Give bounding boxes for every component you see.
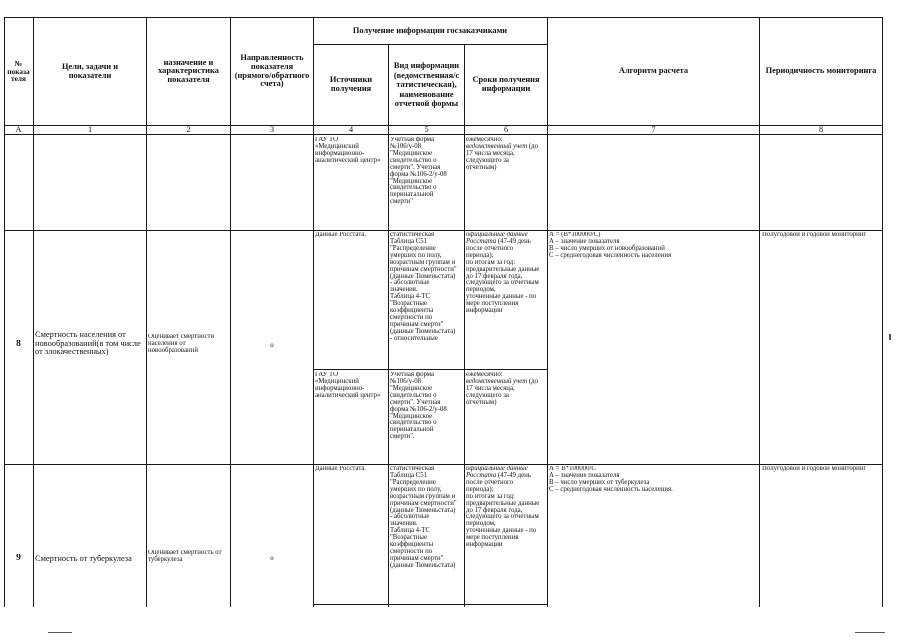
row-9-bottom-rule: [313, 604, 548, 605]
scan-mark: [889, 334, 891, 340]
header-number: № показа теля: [7, 59, 30, 84]
header-periodicity: Периодичность мониторинга: [765, 66, 877, 76]
column-number-5: 5: [424, 126, 429, 134]
scan-mark: [48, 632, 72, 633]
row-9-deadline-rosstat: официальные данные Росстата (47-49 день после отчетного периода); по итогам за год: предварительные данные до 17 февраля года, следующего за отчетным периодом, уточненные данные - по мере поступления информации: [466, 466, 540, 549]
row-9-source-rosstat: Данные Росстата.: [315, 466, 367, 472]
row-8-deadline-rosstat: официальные данные Росстата (47-49 день после отчетного периода); по итогам за год: предварительные данные до 17 февраля года, следующего за отчетным периодом, уточненные данные - по мере поступления информации: [466, 232, 540, 315]
group-header-title: Получение информации госзаказчиками: [352, 25, 508, 35]
header-algorithm: Алгоритм расчета: [618, 66, 689, 76]
row-8-deadline-departmental: ежемесячно: ведомственный учет (до 17 числа месяца, следующего за отчетным): [466, 372, 538, 406]
col-line-9: [882, 17, 883, 607]
row-8-subrow-rule: [313, 369, 548, 370]
row-8-purpose: Оценивает смертности населения от новообразований: [148, 334, 215, 354]
row-8-direction: о: [270, 343, 274, 349]
header-sources: Источники получения: [329, 75, 373, 93]
column-number-7: 7: [651, 126, 656, 134]
row-9-purpose: Оценивает смертность от туберкулеза: [148, 550, 222, 563]
row-8-info-type-departmental: Учетная форма №106/у-08 "Медицинское свидетельство о смерти". Учетная форма №106-2/у-08 "Медицинское свидетельство о перинатальной смерти".: [390, 372, 447, 441]
row-9-goal: Смертность от туберкулеза: [35, 555, 132, 563]
header-goals: Цели, задачи и показатели: [61, 61, 119, 80]
column-number-2: 2: [186, 126, 191, 134]
row-9-direction: о: [270, 556, 274, 562]
row-rule-8-top: [4, 230, 883, 231]
continuation-deadline: ежемесячно: ведомственный учет (до 17 числа месяца, следующего за отчетным): [466, 137, 538, 171]
scan-mark: [855, 632, 885, 633]
continuation-info-type: Учетная форма №106/у-08 "Медицинское свидетельство о смерти". Учетная форма №106-2/у-08 "Медицинское свидетельство о перинатальной смерти": [390, 137, 447, 206]
column-number-3: 3: [269, 126, 275, 134]
column-number-1: 1: [87, 126, 93, 134]
column-number-6: 6: [503, 126, 509, 134]
continuation-source: ГАУ ТО «Медицинский информационно- аналитический центр»: [315, 137, 381, 164]
column-number-4: 4: [348, 126, 354, 134]
header-info-type: Вид информации (ведомственная/с татистическая), наименование отчетной формы: [393, 60, 460, 109]
row-9-info-type-statistical: статистическая Таблица С51 "Распределение умерших по полу, возрастным группам и причинам смертности" (данные Тюменьстата) - абсолютные значения. Таблица 4-ТС "Возрастные коэффициенты смертности по причинам смерти" (данные Тюменьстата): [390, 466, 457, 569]
column-number-a: А: [15, 126, 22, 134]
row-8-source-miac: ГАУ ТО «Медицинский информационно- аналитический центр»: [315, 372, 381, 399]
row-8-info-type-statistical: статистическая Таблица С51 "Распределение умерших по полу, возрастным группам и причинам смертности" (данные Тюменьстата) - абсолютные значения. Таблица 4-ТС "Возрастные коэффициенты смертности по причинам смерти" (данные Тюменьстата) - относительные: [390, 232, 457, 342]
column-number-8: 8: [818, 126, 824, 134]
row-9-algorithm: А = В*100000/С А – значение показателя В – число умерших от туберкулеза С – среднегодовая численность населения.: [549, 466, 673, 493]
row-8-algorithm: А = (В*100000/С) А – значение показателя В – число умерших от новообразований С – среднегодовая численность населения: [549, 232, 672, 259]
header-purpose: назначение и характеристика показателя: [158, 57, 219, 84]
header-direction: Направленность показателя (прямого/обратного счета): [234, 53, 310, 89]
row-8-goal: Смертность населения от новообразований(в том числе от злокачественных): [35, 331, 141, 357]
row-8-periodicity: Полугодовой и годовой мониторинг: [762, 232, 867, 238]
row-9-periodicity: Полугодовой и годовой мониторинг: [762, 466, 867, 472]
row-rule-9-top: [4, 464, 883, 465]
header-deadlines: Сроки получения информации: [472, 75, 540, 93]
row-9-number: 9: [16, 554, 21, 563]
row-8-source-rosstat: Данные Росстата.: [315, 232, 367, 238]
row-8-number: 8: [16, 340, 21, 349]
